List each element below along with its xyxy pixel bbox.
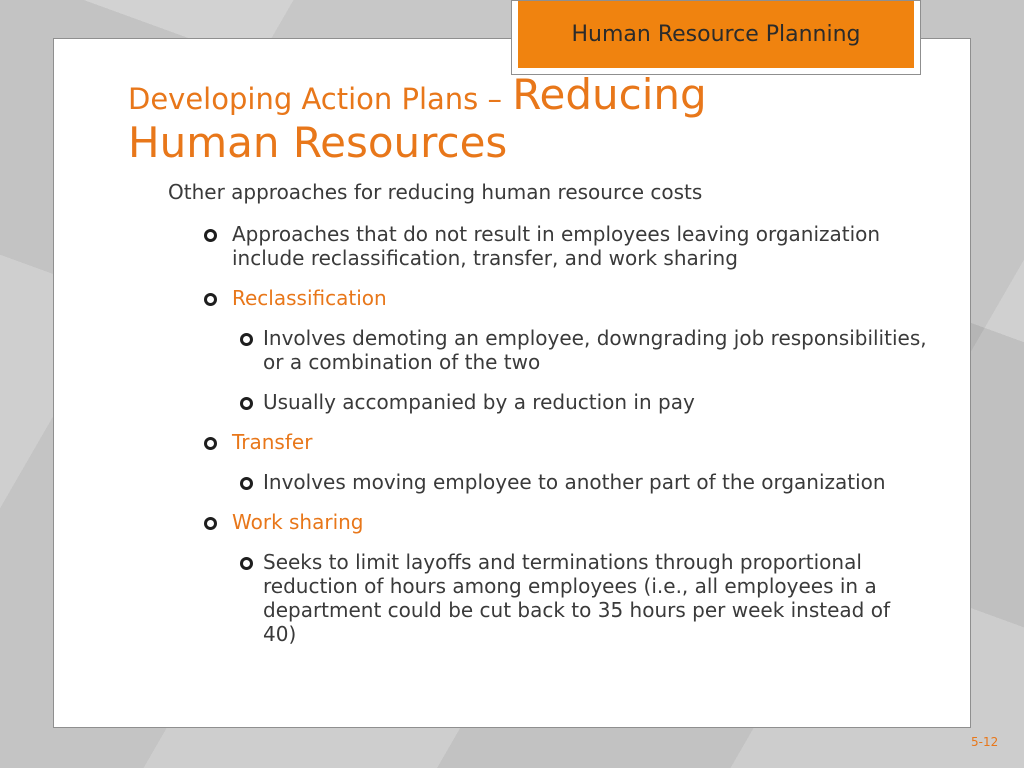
sub-list-item-text: Involves moving employee to another part of the organization xyxy=(263,470,886,494)
bullet-icon xyxy=(240,397,253,410)
bullet-icon xyxy=(204,517,217,530)
sub-list-item-text: Seeks to limit layoffs and terminations through proportional reduction of hours among employees (i.e., all employees in a department could be cut back to 35 hours per week instead of 40) xyxy=(263,550,891,646)
bullet-icon xyxy=(204,229,217,242)
page-number: 5-12 xyxy=(971,735,999,749)
title-part-1: Developing Action Plans – xyxy=(128,82,503,116)
list-item-text: Transfer xyxy=(232,430,313,454)
list-item-reclassification xyxy=(168,286,928,310)
slide-content xyxy=(168,180,928,662)
sub-list-item xyxy=(168,470,928,494)
title-part-2: Reducing xyxy=(512,70,707,119)
bullet-icon xyxy=(240,333,253,346)
sub-list-item xyxy=(168,390,928,414)
lead-text: Other approaches for reducing human resource costs xyxy=(168,180,703,204)
sub-list-item-text: Usually accompanied by a reduction in pay xyxy=(263,390,695,414)
bullet-icon xyxy=(240,557,253,570)
section-tag xyxy=(511,0,921,75)
list-item-text: Approaches that do not result in employees leaving organization include reclassification, transfer, and work sharing xyxy=(232,222,881,270)
section-tag-label: Human Resource Planning xyxy=(518,1,914,68)
sub-list-item-text: Involves demoting an employee, downgrading job responsibilities, or a combination of the two xyxy=(263,326,927,374)
list-item-work-sharing xyxy=(168,510,928,534)
list-item xyxy=(168,222,928,270)
bullet-icon xyxy=(204,437,217,450)
sub-list-item xyxy=(168,326,928,374)
bullet-icon xyxy=(204,293,217,306)
list-item-transfer xyxy=(168,430,928,454)
bullet-icon xyxy=(240,477,253,490)
sub-list-item xyxy=(168,550,928,646)
list-item-text: Work sharing xyxy=(232,510,364,534)
list-item-text: Reclassification xyxy=(232,286,387,310)
slide-title xyxy=(128,70,848,167)
title-line-2: Human Resources xyxy=(128,118,508,167)
